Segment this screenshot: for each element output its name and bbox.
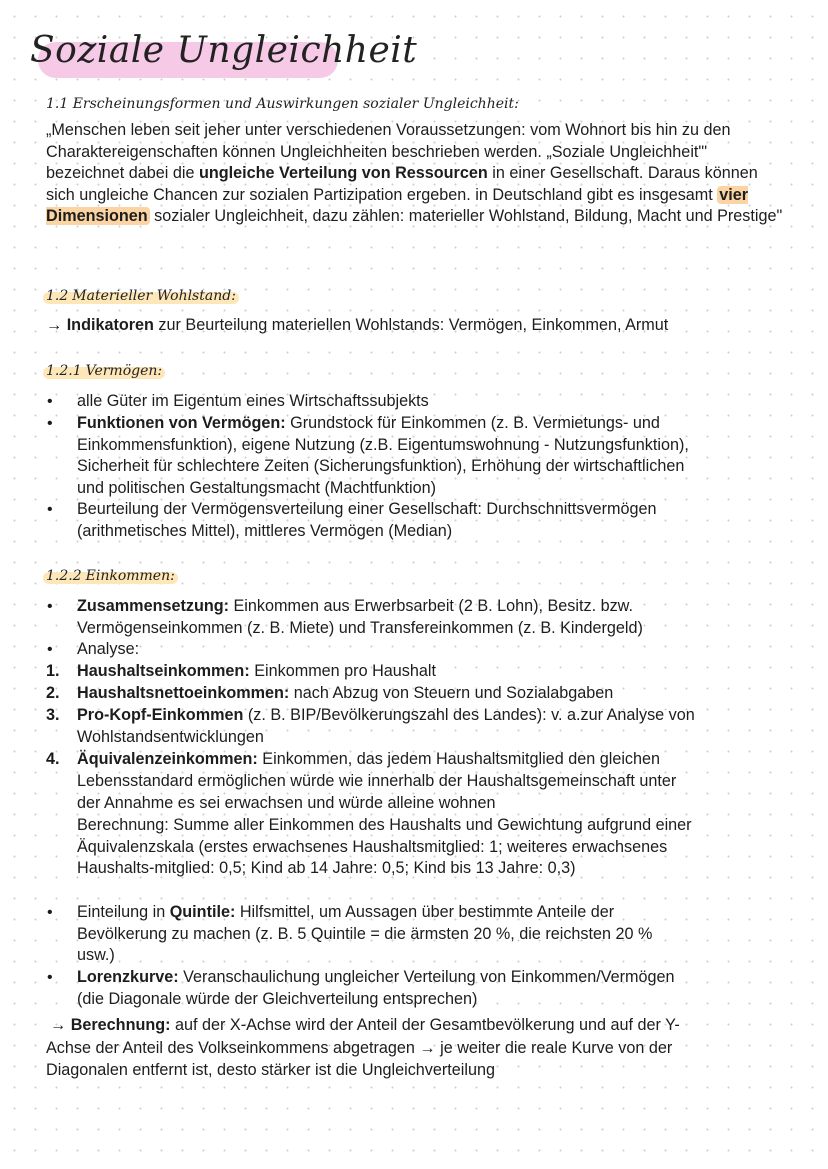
indicators-label: Indikatoren xyxy=(66,316,154,334)
list-item xyxy=(77,413,660,435)
numbered-item-continuation: Wohlstandsentwicklungen xyxy=(77,728,264,746)
item-text: Hilfsmittel, um Aussagen über bestimmte Anteile der xyxy=(235,903,615,921)
item-text: Einkommen pro Haushalt xyxy=(249,662,436,680)
bullet-icon: • xyxy=(47,415,53,432)
numbered-item-continuation: Lebensstandard ermöglichen würde wie innerhalb der Haushaltsgemeinschaft unter xyxy=(77,772,677,790)
list-item-continuation: (arithmetisches Mittel), mittleres Vermögen (Median) xyxy=(77,522,453,540)
page-title: Soziale Ungleichheit xyxy=(30,30,418,71)
numbered-item xyxy=(77,661,436,683)
bullet-icon: • xyxy=(47,641,53,658)
list-number: 4. xyxy=(46,750,60,768)
list-item xyxy=(77,596,633,618)
calculation-line xyxy=(50,1015,680,1037)
section-1-1-quote xyxy=(46,120,786,228)
section-heading-1-2 xyxy=(46,288,236,304)
list-item: Analyse: xyxy=(77,640,140,658)
indicators-line xyxy=(46,315,668,337)
numbered-item-continuation: Haushalts-mitglied: 0,5; Kind ab 14 Jahre: 0,5; Kind bis 13 Jahre: 0,3) xyxy=(77,859,576,877)
item-text: (z. B. BIP/Bevölkerungszahl des Landes): v. a.zur Analyse von xyxy=(243,706,695,724)
list-item xyxy=(77,902,614,924)
arrow-icon: → xyxy=(46,316,63,334)
item-text: Einkommen, das jedem Haushaltsmitglied den gleichen xyxy=(257,750,661,768)
bullet-icon: • xyxy=(47,904,53,921)
item-label: Funktionen von Vermögen: xyxy=(77,414,286,432)
arrow-icon: → xyxy=(50,1016,67,1034)
heading-marker xyxy=(46,288,236,304)
heading-number: 1.2.2 xyxy=(46,568,82,584)
item-label: Lorenzkurve: xyxy=(77,968,179,986)
numbered-item-continuation: Berechnung: Summe aller Einkommen des Haushalts und Gewichtung aufgrund einer xyxy=(77,816,692,834)
list-number: 2. xyxy=(46,684,60,702)
indicators-text: zur Beurteilung materiellen Wohlstands: Vermögen, Einkommen, Armut xyxy=(153,316,669,334)
item-label: Zusammensetzung: xyxy=(77,597,230,615)
bullet-icon: • xyxy=(47,598,53,615)
item-text: Einteilung in xyxy=(77,903,170,921)
list-item-continuation: Einkommensfunktion), eigene Nutzung (z.B. Eigentumswohnung - Nutzungsfunktion), xyxy=(77,436,689,454)
heading-marker xyxy=(46,363,162,379)
list-item-continuation: (die Diagonale würde der Gleichverteilung entsprechen) xyxy=(77,990,478,1008)
calculation-continuation: Achse der Anteil des Volkseinkommens abgetragen → je weiter die reale Kurve von der xyxy=(46,1039,673,1057)
item-label: Haushaltseinkommen: xyxy=(77,662,250,680)
heading-text: Vermögen: xyxy=(85,363,163,379)
title-block xyxy=(30,30,417,71)
bullet-icon: • xyxy=(47,969,53,986)
heading-text: Einkommen: xyxy=(85,568,175,584)
quote-text-3: sozialer Ungleichheit, dazu zählen: materieller Wohlstand, Bildung, Macht und Prestige" xyxy=(149,207,783,226)
item-text: nach Abzug von Steuern und Sozialabgaben xyxy=(289,684,614,702)
list-item-continuation: usw.) xyxy=(77,946,115,964)
calculation-continuation: Diagonalen entfernt ist, desto stärker ist die Ungleichverteilung xyxy=(46,1061,495,1079)
quote-bold-ressourcen: ungleiche Verteilung von Ressourcen xyxy=(199,164,488,183)
numbered-item-continuation: der Annahme es sei erwachsen und würde alleine wohnen xyxy=(77,794,496,812)
bullet-icon: • xyxy=(47,501,53,518)
numbered-item-continuation: Äquivalenzskala (erstes erwachsenes Haushaltsmitglied: 1; weiteres erwachsenes xyxy=(77,838,668,856)
list-item-continuation: Bevölkerung zu machen (z. B. 5 Quintile = die ärmsten 20 %, die reichsten 20 % xyxy=(77,925,653,943)
item-text: Grundstock für Einkommen (z. B. Vermietungs- und xyxy=(285,414,660,432)
list-item: Beurteilung der Vermögensverteilung einer Gesellschaft: Durchschnittsvermögen xyxy=(77,500,657,518)
heading-number: 1.2 xyxy=(46,288,69,304)
quote-text-2: in einer Gesellschaft. Daraus können sich ungleiche Chancen zur sozialen Partizipation ergeben. in Deutschland gibt es insgesamt xyxy=(46,164,758,204)
calculation-label: Berechnung: xyxy=(70,1016,171,1034)
list-number: 3. xyxy=(46,706,60,724)
heading-marker xyxy=(46,568,175,584)
heading-number: 1.2.1 xyxy=(46,363,82,379)
list-number: 1. xyxy=(46,662,60,680)
heading-text: Materieller Wohlstand: xyxy=(72,288,236,304)
list-item-continuation: Vermögenseinkommen (z. B. Miete) und Transfereinkommen (z. B. Kindergeld) xyxy=(77,619,643,637)
section-heading-1-1: 1.1 Erscheinungsformen und Auswirkungen sozialer Ungleichheit: xyxy=(46,96,519,112)
quote-text-1: „Menschen leben seit jeher unter verschiedenen Voraussetzungen: vom Wohnort bis hin zu den Charaktereigenschaften können Ungleichheiten beschrieben werden. „Soziale Ungleichheit"' bezeichnet dabei die xyxy=(46,121,731,183)
section-heading-1-2-2 xyxy=(46,568,175,584)
item-label: Haushaltsnettoeinkommen: xyxy=(77,684,290,702)
numbered-item xyxy=(77,749,660,771)
list-item: alle Güter im Eigentum eines Wirtschaftssubjekts xyxy=(77,392,429,410)
bullet-icon: • xyxy=(47,393,53,410)
item-label: Äquivalenzeinkommen: xyxy=(77,750,258,768)
numbered-item xyxy=(77,705,695,727)
item-label: Pro-Kopf-Einkommen xyxy=(77,706,244,724)
list-item-continuation: Sicherheit für schlechtere Zeiten (Sicherungsfunktion), Erhöhung der wirtschaftlichen xyxy=(77,457,685,475)
list-item-continuation: und politischen Gestaltungsmacht (Machtfunktion) xyxy=(77,479,437,497)
item-text: Einkommen aus Erwerbsarbeit (2 B. Lohn), Besitz. bzw. xyxy=(229,597,633,615)
section-heading-1-2-1 xyxy=(46,363,162,379)
quote-bold-dimensionen: vier Dimensionen xyxy=(46,185,749,226)
item-text: Veranschaulichung ungleicher Verteilung von Einkommen/Vermögen xyxy=(178,968,675,986)
list-item xyxy=(77,967,674,989)
item-label: Quintile: xyxy=(169,903,236,921)
numbered-item xyxy=(77,683,613,705)
calculation-text: auf der X-Achse wird der Anteil der Gesamtbevölkerung und auf der Y- xyxy=(170,1016,680,1034)
